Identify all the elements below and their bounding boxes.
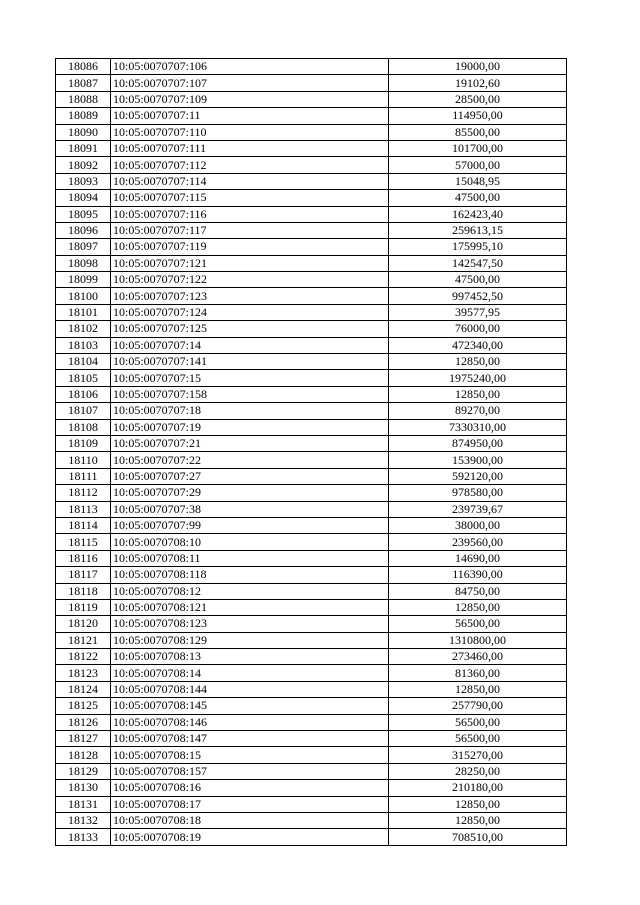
row-number-cell: 18095: [56, 206, 111, 222]
table-row: [56, 124, 567, 140]
value-cell: 14690,00: [389, 550, 567, 566]
value-cell: 273460,00: [389, 649, 567, 665]
value-cell: 210180,00: [389, 780, 567, 796]
row-number-cell: 18109: [56, 435, 111, 451]
records-table-body: [56, 59, 567, 846]
value-cell: 39577,95: [389, 304, 567, 320]
row-number-cell: 18089: [56, 108, 111, 124]
table-row: [56, 829, 567, 845]
cadastral-number-cell: 10:05:0070708:14: [111, 665, 389, 681]
value-cell: 708510,00: [389, 829, 567, 845]
table-row: [56, 501, 567, 517]
table-row: [56, 485, 567, 501]
value-cell: 47500,00: [389, 190, 567, 206]
cadastral-number-cell: 10:05:0070708:129: [111, 632, 389, 648]
cadastral-number-cell: 10:05:0070707:112: [111, 157, 389, 173]
row-number-cell: 18108: [56, 419, 111, 435]
table-row: [56, 288, 567, 304]
row-number-cell: 18110: [56, 452, 111, 468]
value-cell: 85500,00: [389, 124, 567, 140]
table-row: [56, 649, 567, 665]
cadastral-number-cell: 10:05:0070707:107: [111, 75, 389, 91]
row-number-cell: 18127: [56, 731, 111, 747]
value-cell: 315270,00: [389, 747, 567, 763]
value-cell: 12850,00: [389, 796, 567, 812]
value-cell: 56500,00: [389, 714, 567, 730]
cadastral-number-cell: 10:05:0070708:146: [111, 714, 389, 730]
value-cell: 257790,00: [389, 698, 567, 714]
cadastral-number-cell: 10:05:0070708:145: [111, 698, 389, 714]
value-cell: 153900,00: [389, 452, 567, 468]
table-row: [56, 665, 567, 681]
cadastral-number-cell: 10:05:0070707:115: [111, 190, 389, 206]
cadastral-number-cell: 10:05:0070707:123: [111, 288, 389, 304]
row-number-cell: 18102: [56, 321, 111, 337]
value-cell: 142547,50: [389, 255, 567, 271]
table-row: [56, 452, 567, 468]
cadastral-number-cell: 10:05:0070707:14: [111, 337, 389, 353]
row-number-cell: 18090: [56, 124, 111, 140]
cadastral-number-cell: 10:05:0070707:22: [111, 452, 389, 468]
value-cell: 592120,00: [389, 468, 567, 484]
value-cell: 12850,00: [389, 354, 567, 370]
cadastral-number-cell: 10:05:0070708:147: [111, 731, 389, 747]
row-number-cell: 18087: [56, 75, 111, 91]
row-number-cell: 18101: [56, 304, 111, 320]
value-cell: 56500,00: [389, 616, 567, 632]
row-number-cell: 18093: [56, 173, 111, 189]
cadastral-number-cell: 10:05:0070707:18: [111, 403, 389, 419]
value-cell: 114950,00: [389, 108, 567, 124]
row-number-cell: 18088: [56, 91, 111, 107]
table-row: [56, 206, 567, 222]
table-row: [56, 567, 567, 583]
table-row: [56, 157, 567, 173]
table-row: [56, 747, 567, 763]
cadastral-number-cell: 10:05:0070707:119: [111, 239, 389, 255]
table-row: [56, 59, 567, 75]
cadastral-number-cell: 10:05:0070707:19: [111, 419, 389, 435]
table-row: [56, 812, 567, 828]
table-row: [56, 108, 567, 124]
row-number-cell: 18119: [56, 599, 111, 615]
table-row: [56, 731, 567, 747]
value-cell: 1975240,00: [389, 370, 567, 386]
cadastral-number-cell: 10:05:0070707:109: [111, 91, 389, 107]
value-cell: 12850,00: [389, 681, 567, 697]
table-row: [56, 337, 567, 353]
table-row: [56, 698, 567, 714]
table-row: [56, 419, 567, 435]
cadastral-number-cell: 10:05:0070708:144: [111, 681, 389, 697]
value-cell: 259613,15: [389, 222, 567, 238]
row-number-cell: 18132: [56, 812, 111, 828]
table-row: [56, 140, 567, 156]
table-row: [56, 321, 567, 337]
cadastral-number-cell: 10:05:0070707:158: [111, 386, 389, 402]
cadastral-number-cell: 10:05:0070708:157: [111, 763, 389, 779]
value-cell: 1310800,00: [389, 632, 567, 648]
row-number-cell: 18103: [56, 337, 111, 353]
row-number-cell: 18123: [56, 665, 111, 681]
row-number-cell: 18096: [56, 222, 111, 238]
row-number-cell: 18112: [56, 485, 111, 501]
cadastral-number-cell: 10:05:0070707:106: [111, 59, 389, 75]
cadastral-number-cell: 10:05:0070707:27: [111, 468, 389, 484]
cadastral-number-cell: 10:05:0070708:13: [111, 649, 389, 665]
table-row: [56, 632, 567, 648]
value-cell: 12850,00: [389, 386, 567, 402]
cadastral-number-cell: 10:05:0070708:18: [111, 812, 389, 828]
row-number-cell: 18125: [56, 698, 111, 714]
cadastral-number-cell: 10:05:0070707:122: [111, 272, 389, 288]
row-number-cell: 18097: [56, 239, 111, 255]
value-cell: 7330310,00: [389, 419, 567, 435]
row-number-cell: 18104: [56, 354, 111, 370]
table-row: [56, 386, 567, 402]
value-cell: 101700,00: [389, 140, 567, 156]
row-number-cell: 18117: [56, 567, 111, 583]
value-cell: 162423,40: [389, 206, 567, 222]
value-cell: 28500,00: [389, 91, 567, 107]
row-number-cell: 18113: [56, 501, 111, 517]
cadastral-number-cell: 10:05:0070707:116: [111, 206, 389, 222]
table-row: [56, 354, 567, 370]
row-number-cell: 18129: [56, 763, 111, 779]
value-cell: 239560,00: [389, 534, 567, 550]
value-cell: 56500,00: [389, 731, 567, 747]
row-number-cell: 18086: [56, 59, 111, 75]
table-row: [56, 468, 567, 484]
cadastral-number-cell: 10:05:0070707:114: [111, 173, 389, 189]
table-row: [56, 714, 567, 730]
value-cell: 76000,00: [389, 321, 567, 337]
value-cell: 57000,00: [389, 157, 567, 173]
cadastral-number-cell: 10:05:0070708:10: [111, 534, 389, 550]
row-number-cell: 18120: [56, 616, 111, 632]
table-row: [56, 550, 567, 566]
table-row: [56, 304, 567, 320]
value-cell: 12850,00: [389, 812, 567, 828]
row-number-cell: 18130: [56, 780, 111, 796]
cadastral-number-cell: 10:05:0070708:118: [111, 567, 389, 583]
value-cell: 175995,10: [389, 239, 567, 255]
row-number-cell: 18099: [56, 272, 111, 288]
row-number-cell: 18116: [56, 550, 111, 566]
value-cell: 38000,00: [389, 517, 567, 533]
row-number-cell: 18133: [56, 829, 111, 845]
table-row: [56, 190, 567, 206]
row-number-cell: 18091: [56, 140, 111, 156]
cadastral-number-cell: 10:05:0070707:21: [111, 435, 389, 451]
cadastral-number-cell: 10:05:0070708:121: [111, 599, 389, 615]
table-row: [56, 780, 567, 796]
cadastral-number-cell: 10:05:0070707:110: [111, 124, 389, 140]
cadastral-number-cell: 10:05:0070708:11: [111, 550, 389, 566]
value-cell: 28250,00: [389, 763, 567, 779]
cadastral-number-cell: 10:05:0070707:15: [111, 370, 389, 386]
table-row: [56, 517, 567, 533]
cadastral-number-cell: 10:05:0070707:124: [111, 304, 389, 320]
cadastral-number-cell: 10:05:0070708:123: [111, 616, 389, 632]
row-number-cell: 18098: [56, 255, 111, 271]
row-number-cell: 18122: [56, 649, 111, 665]
cadastral-number-cell: 10:05:0070708:17: [111, 796, 389, 812]
value-cell: 239739,67: [389, 501, 567, 517]
row-number-cell: 18106: [56, 386, 111, 402]
row-number-cell: 18115: [56, 534, 111, 550]
table-row: [56, 370, 567, 386]
cadastral-number-cell: 10:05:0070707:117: [111, 222, 389, 238]
value-cell: 19102,60: [389, 75, 567, 91]
value-cell: 47500,00: [389, 272, 567, 288]
value-cell: 978580,00: [389, 485, 567, 501]
value-cell: 116390,00: [389, 567, 567, 583]
value-cell: 84750,00: [389, 583, 567, 599]
cadastral-number-cell: 10:05:0070708:12: [111, 583, 389, 599]
row-number-cell: 18128: [56, 747, 111, 763]
value-cell: 15048,95: [389, 173, 567, 189]
table-row: [56, 173, 567, 189]
cadastral-number-cell: 10:05:0070708:16: [111, 780, 389, 796]
value-cell: 472340,00: [389, 337, 567, 353]
table-row: [56, 534, 567, 550]
value-cell: 89270,00: [389, 403, 567, 419]
table-row: [56, 91, 567, 107]
table-row: [56, 239, 567, 255]
row-number-cell: 18100: [56, 288, 111, 304]
table-row: [56, 681, 567, 697]
table-row: [56, 583, 567, 599]
table-row: [56, 796, 567, 812]
cadastral-number-cell: 10:05:0070707:99: [111, 517, 389, 533]
table-row: [56, 255, 567, 271]
cadastral-number-cell: 10:05:0070707:29: [111, 485, 389, 501]
cadastral-number-cell: 10:05:0070707:125: [111, 321, 389, 337]
row-number-cell: 18105: [56, 370, 111, 386]
cadastral-number-cell: 10:05:0070707:121: [111, 255, 389, 271]
cadastral-number-cell: 10:05:0070707:11: [111, 108, 389, 124]
row-number-cell: 18107: [56, 403, 111, 419]
table-row: [56, 222, 567, 238]
row-number-cell: 18131: [56, 796, 111, 812]
records-table: [55, 58, 567, 846]
table-row: [56, 599, 567, 615]
cadastral-number-cell: 10:05:0070707:141: [111, 354, 389, 370]
value-cell: 997452,50: [389, 288, 567, 304]
row-number-cell: 18111: [56, 468, 111, 484]
table-row: [56, 75, 567, 91]
table-row: [56, 616, 567, 632]
cadastral-number-cell: 10:05:0070707:38: [111, 501, 389, 517]
table-row: [56, 763, 567, 779]
row-number-cell: 18114: [56, 517, 111, 533]
row-number-cell: 18118: [56, 583, 111, 599]
row-number-cell: 18092: [56, 157, 111, 173]
row-number-cell: 18094: [56, 190, 111, 206]
cadastral-number-cell: 10:05:0070708:19: [111, 829, 389, 845]
cadastral-number-cell: 10:05:0070707:111: [111, 140, 389, 156]
value-cell: 874950,00: [389, 435, 567, 451]
row-number-cell: 18121: [56, 632, 111, 648]
value-cell: 12850,00: [389, 599, 567, 615]
value-cell: 81360,00: [389, 665, 567, 681]
value-cell: 19000,00: [389, 59, 567, 75]
row-number-cell: 18126: [56, 714, 111, 730]
table-row: [56, 403, 567, 419]
cadastral-number-cell: 10:05:0070708:15: [111, 747, 389, 763]
table-row: [56, 272, 567, 288]
row-number-cell: 18124: [56, 681, 111, 697]
table-row: [56, 435, 567, 451]
